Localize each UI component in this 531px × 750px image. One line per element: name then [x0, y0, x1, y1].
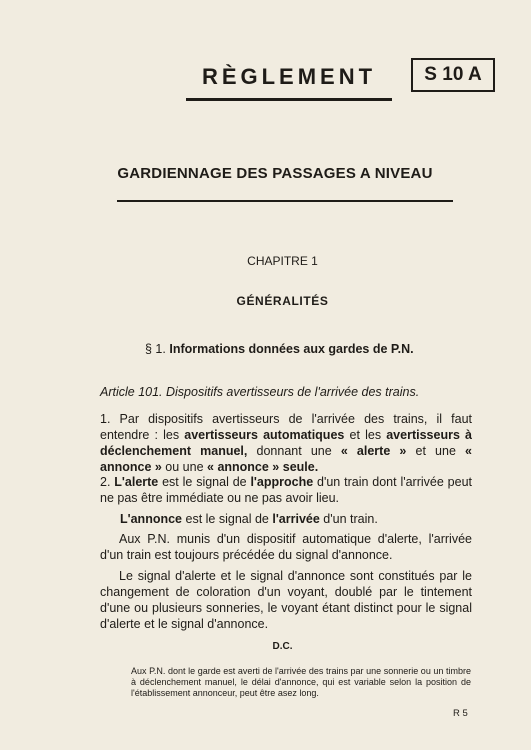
- section-heading: GÉNÉRALITÉS: [236, 294, 329, 308]
- footnote-text: Aux P.N. dont le garde est averti de l'arrivée des trains par une sonnerie ou un timbre à déclenchement manuel, le délai d'annonce, qui est variable selon la position de l'établissement annonceur, peut être asez long.: [131, 666, 471, 698]
- paragraph-1: [100, 411, 472, 475]
- text-run: d'un train dont l'arrivée peut ne pas être immédiate ou ne pas avoir lieu.: [100, 475, 472, 505]
- text-run-bold: L'alerte: [114, 475, 159, 489]
- text-run: 1. Par dispositifs avertisseurs de l'arrivée des trains, il faut entendre : les: [100, 412, 472, 442]
- text-run: et les: [344, 428, 387, 442]
- text-run: ou une: [161, 460, 208, 474]
- text-run-bold: l'approche: [250, 475, 314, 489]
- paragraph-heading: [145, 342, 414, 356]
- page-number: R 5: [453, 708, 468, 719]
- text-run-bold: « alerte »: [340, 444, 407, 458]
- text-run-bold: avertisseurs à déclenchement manuel,: [100, 428, 473, 458]
- text-run: est le signal de: [182, 512, 273, 526]
- regulation-code: S 10 A: [411, 58, 495, 92]
- paragraph-3: [120, 511, 472, 527]
- title-underline: [117, 200, 453, 202]
- text-run-bold: « annonce »: [100, 444, 472, 474]
- text-run: 2.: [100, 475, 115, 489]
- text-run: est le signal de: [158, 475, 251, 489]
- text-run: d'un train.: [319, 512, 378, 526]
- paragraph-5: Le signal d'alerte et le signal d'annonce sont constitués par le changement de coloration d'un voyant, doublé par le tintement d'une ou plusieurs sonneries, le voyant étant distinct pour le signal d'alerte et le signal d'annonce.: [100, 569, 472, 631]
- text-run-bold: avertisseurs automatiques: [184, 428, 345, 442]
- chapter-heading: CHAPITRE 1: [247, 254, 318, 268]
- paragraph-4: Aux P.N. munis d'un dispositif automatique d'alerte, l'arrivée d'un train est toujours précédée du signal d'annonce.: [100, 532, 472, 562]
- text-run: et une: [406, 444, 466, 458]
- text-run-bold: L'annonce: [120, 512, 183, 526]
- text-run-bold: « annonce » seule.: [207, 460, 319, 474]
- regulation-title: RÈGLEMENT: [186, 62, 392, 101]
- article-heading: Article 101. Dispositifs avertisseurs de l'arrivée des trains.: [100, 385, 420, 399]
- paragraph-number: § 1.: [145, 342, 166, 356]
- text-run-bold: l'arrivée: [272, 512, 320, 526]
- main-title: GARDIENNAGE DES PASSAGES A NIVEAU: [117, 165, 433, 182]
- text-run: donnant une: [247, 444, 341, 458]
- paragraph-2: [100, 474, 472, 506]
- paragraph-title: Informations données aux gardes de P.N.: [169, 342, 414, 356]
- dc-heading: D.C.: [272, 641, 293, 652]
